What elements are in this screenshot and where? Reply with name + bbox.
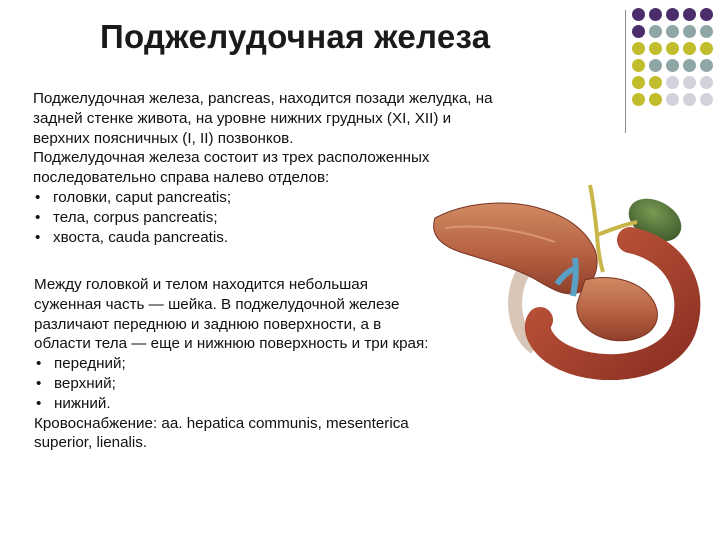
decorative-dot [649,42,662,55]
decorative-dot [666,76,679,89]
decorative-dot [649,93,662,106]
bullet-icon: • [36,374,42,392]
decorative-dot [632,42,645,55]
list-item-text: нижний. [54,394,111,412]
list-item-text: головки, caput pancreatis; [53,188,232,206]
decorative-dot-grid [632,8,718,134]
list-item-text: тела, corpus pancreatis; [53,208,218,226]
decorative-dot [666,8,679,21]
text-line: задней стенке живота, на уровне нижних грудных (XI, XII) и [33,109,452,127]
decorative-dot [683,8,696,21]
bullet-icon: • [36,394,42,412]
decorative-dot [632,25,645,38]
list-item-text: хвоста, cauda pancreatis. [53,228,229,246]
decorative-dot [649,76,662,89]
decorative-dot [700,59,713,72]
text-line: superior, lienalis. [34,434,148,452]
decorative-dot [683,76,696,89]
divider-line [625,10,626,133]
pancreas-illustration [415,180,715,380]
text-line: последовательно справа налево отделов: [33,169,330,187]
decorative-dot [700,93,713,106]
description-text-block [34,275,428,453]
decorative-dot [649,8,662,21]
list-item-text: верхний; [54,374,116,392]
decorative-dot [632,8,645,21]
text-line: Поджелудочная железа состоит из трех расположенных [33,149,430,167]
text-line: Между головкой и телом находится небольшая [34,276,368,293]
decorative-dot [649,25,662,38]
decorative-dot [666,42,679,55]
text-line: области тела — еще и нижнюю поверхность и три края: [34,335,429,353]
decorative-dot [700,25,713,38]
list-item [34,394,428,414]
bullet-icon: • [35,228,41,246]
text-line: Кровоснабжение: aa. hepatica communis, mesenterica [34,414,409,432]
list-item-text: передний; [54,355,126,373]
text-line: суженная часть — шейка. В поджелудочной железе [34,295,400,313]
bullet-icon: • [36,355,42,373]
decorative-dot [683,42,696,55]
pancreas-head-shape [577,278,658,341]
decorative-dot [666,59,679,72]
list-item [34,374,428,394]
text-line: Поджелудочная железа, pancreas, находится позади желудка, на [33,90,493,107]
decorative-dot [700,42,713,55]
decorative-dot [700,76,713,89]
slide-title: Поджелудочная железа [100,18,491,55]
decorative-dot [683,25,696,38]
text-line: различают переднюю и заднюю поверхности, а в [34,315,382,333]
decorative-dot [649,59,662,72]
decorative-dot [666,93,679,106]
text-line: верхних поясничных (I, II) позвонков. [33,129,294,147]
decorative-dot [666,25,679,38]
bullet-icon: • [35,208,41,226]
decorative-dot [632,59,645,72]
bullet-icon: • [35,188,41,206]
decorative-dot [632,76,645,89]
list-item [34,354,428,374]
decorative-dot [632,93,645,106]
decorative-dot [683,59,696,72]
decorative-dot [683,93,696,106]
decorative-dot [700,8,713,21]
